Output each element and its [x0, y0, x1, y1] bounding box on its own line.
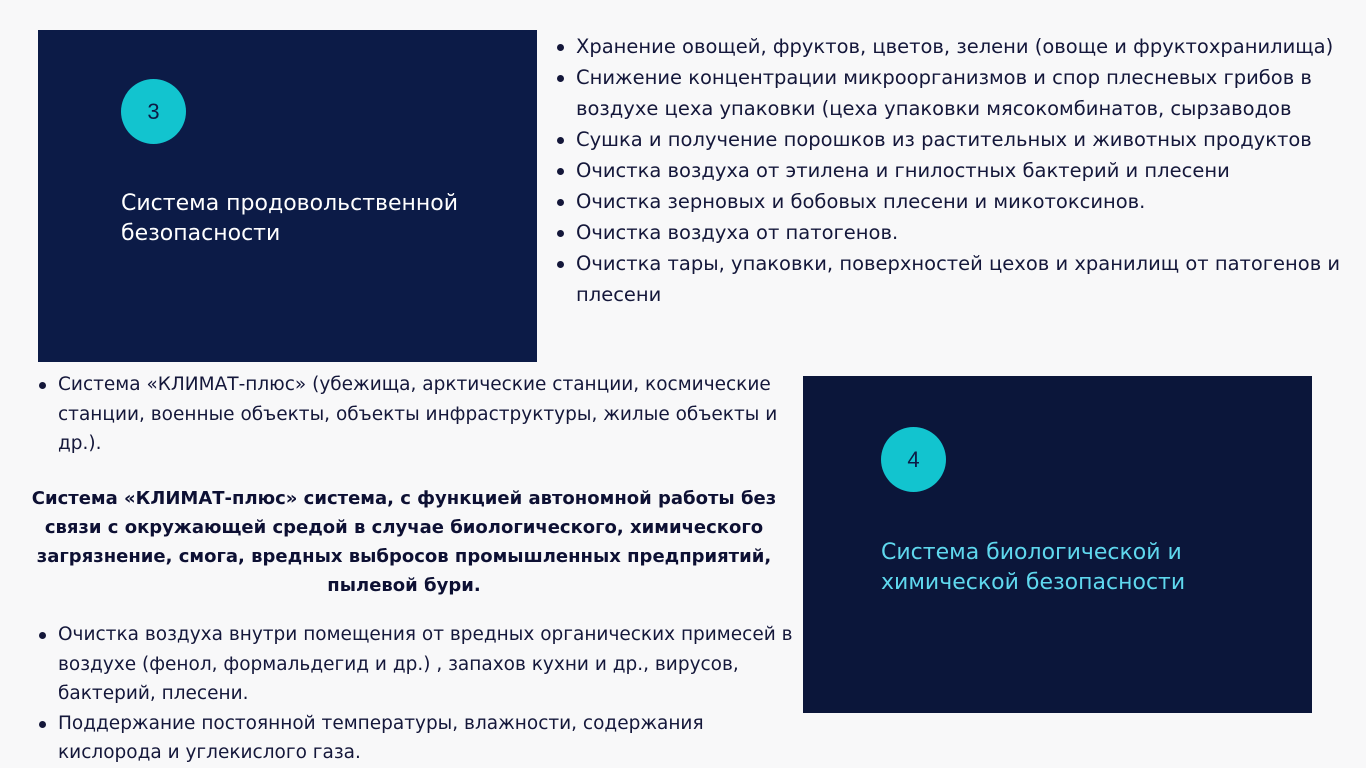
- food-security-list: [555, 31, 1350, 310]
- list-item: Очистка воздуха от этилена и гнилостных бактерий и плесени: [555, 155, 1350, 186]
- list-item: Очистка зерновых и бобовых плесени и микотоксинов.: [555, 186, 1350, 217]
- list-item: Система «КЛИМАТ-плюс» (убежища, арктические станции, космические станции, военные объекты, объекты инфраструктуры, жилые объекты и др.).: [37, 370, 797, 459]
- list-item: Хранение овощей, фруктов, цветов, зелени (овоще и фруктохранилища): [555, 31, 1350, 62]
- climat-list: [37, 370, 797, 459]
- card-number-badge: 4: [881, 427, 946, 492]
- list-item: Очистка тары, упаковки, поверхностей цехов и хранилищ от патогенов и плесени: [555, 248, 1350, 310]
- air-treatment-list: [37, 620, 797, 768]
- card-food-security: [38, 30, 537, 362]
- list-item: Сушка и получение порошков из растительных и животных продуктов: [555, 124, 1350, 155]
- list-item: Поддержание постоянной температуры, влажности, содержания кислорода и углекислого газа.: [37, 709, 797, 768]
- list-item: Снижение концентрации микроорганизмов и спор плесневых грибов в воздухе цеха упаковки (цеха упаковки мясокомбинатов, сырзаводов: [555, 62, 1350, 124]
- climat-description: Система «КЛИМАТ-плюс» система, с функцией автономной работы без связи с окружающей средой в случае биологического, химического загрязнение, смога, вредных выбросов промышленных предприятий, пылевой бури.: [31, 488, 777, 596]
- card-title: Система продовольственной безопасности: [121, 191, 459, 246]
- card-title: Система биологической и химической безопасности: [881, 540, 1186, 595]
- list-item: Очистка воздуха внутри помещения от вредных органических примесей в воздухе (фенол, формальдегид и др.) , запахов кухни и др., вирусов, бактерий, плесени.: [37, 620, 797, 709]
- list-item: Очистка воздуха от патогенов.: [555, 217, 1350, 248]
- card-bio-chem-security: [803, 376, 1312, 713]
- card-number-badge: 3: [121, 79, 186, 144]
